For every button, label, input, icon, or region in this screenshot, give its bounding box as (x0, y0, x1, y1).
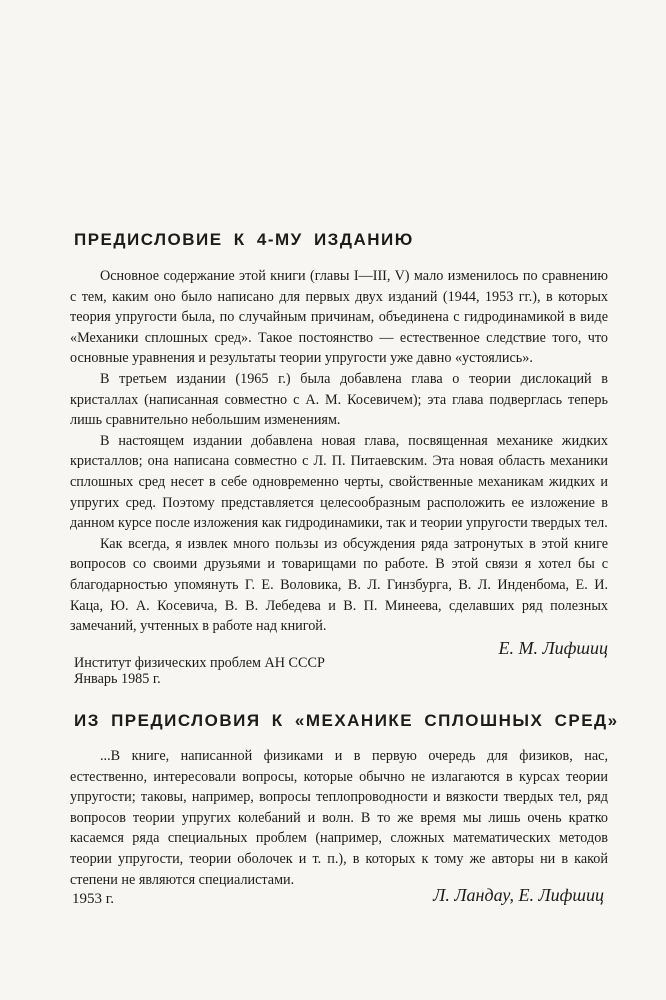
paragraph-2: В третьем издании (1965 г.) была добавлена глава о теории дислокаций в кристаллах (написанная совместно с А. М. Косевичем); эта глава подверглась теперь лишь сравнительно небольшим изменениям. (70, 370, 608, 429)
preface-4th-edition-body (70, 266, 608, 637)
authors-signature: Л. Ландау, Е. Лифшиц (433, 885, 604, 905)
paragraph-4: Как всегда, я извлек много пользы из обсуждения ряда затронутых в этой книге вопросов со своими друзьями и товарищами по работе. В этой связи я хотел бы с благодарностью упомянуть Г. Е. Воловика, В. Л. Гинзбурга, В. Л. Инденбома, Е. И. Каца, Ю. А. Косевича, В. В. Лебедева и В. П. Минеева, сделавших ряд полезных замечаний, учтенных в работе над книгой. (70, 535, 608, 635)
continuum-mechanics-preface-body (70, 746, 608, 890)
paragraph-1: Основное содержание этой книги (главы I—III, V) мало изменилось по сравнению с тем, каким оно было написано для первых двух изданий (1944, 1953 гг.), в которых теория упругости была, по случайным причинам, объединена с гидродинамикой в виде «Механики сплошных сред». Такое постоянство — естественное следствие того, что основные уравнения и результаты теории упругости уже давно «устоялись». (70, 268, 608, 367)
continuum-mechanics-preface-heading: ИЗ ПРЕДИСЛОВИЯ К «МЕХАНИКЕ СПЛОШНЫХ СРЕД» (74, 711, 619, 730)
year-line: 1953 г. (72, 891, 114, 907)
paragraph-quote: ...В книге, написанной физиками и в первую очередь для физиков, нас, естественно, интересовали вопросы, которые обычно не излагаются в курсах теории упругости; таковы, например, вопросы теплопроводности и вязкости твердых тел, ряд вопросов теории упругих колебаний и волн. В то же время мы лишь очень кратко касаемся ряда специальных проблем (например, сложных математических методов теории упругости, теории оболочек и т. п.), в которых к тому же авторы ни в какой степени не являются специалистами. (70, 748, 608, 888)
paragraph-3: В настоящем издании добавлена новая глава, посвященная механике жидких кристаллов; она написана совместно с Л. П. Питаевским. Эта новая область механики сплошных сред несет в себе одновременно черты, свойственные механикам жидких и упругих сред. Поэтому представляется целесообразным расположить ее изложение в данном курсе после изложения как гидродинамики, так и теории упругости твердых тел. (70, 432, 608, 532)
preface-4th-edition-heading: ПРЕДИСЛОВИЕ К 4-МУ ИЗДАНИЮ (74, 230, 414, 249)
date-line: Январь 1985 г. (74, 671, 161, 687)
author-signature: Е. М. Лифшиц (498, 638, 608, 658)
institute-line: Институт физических проблем АН СССР (74, 655, 325, 671)
